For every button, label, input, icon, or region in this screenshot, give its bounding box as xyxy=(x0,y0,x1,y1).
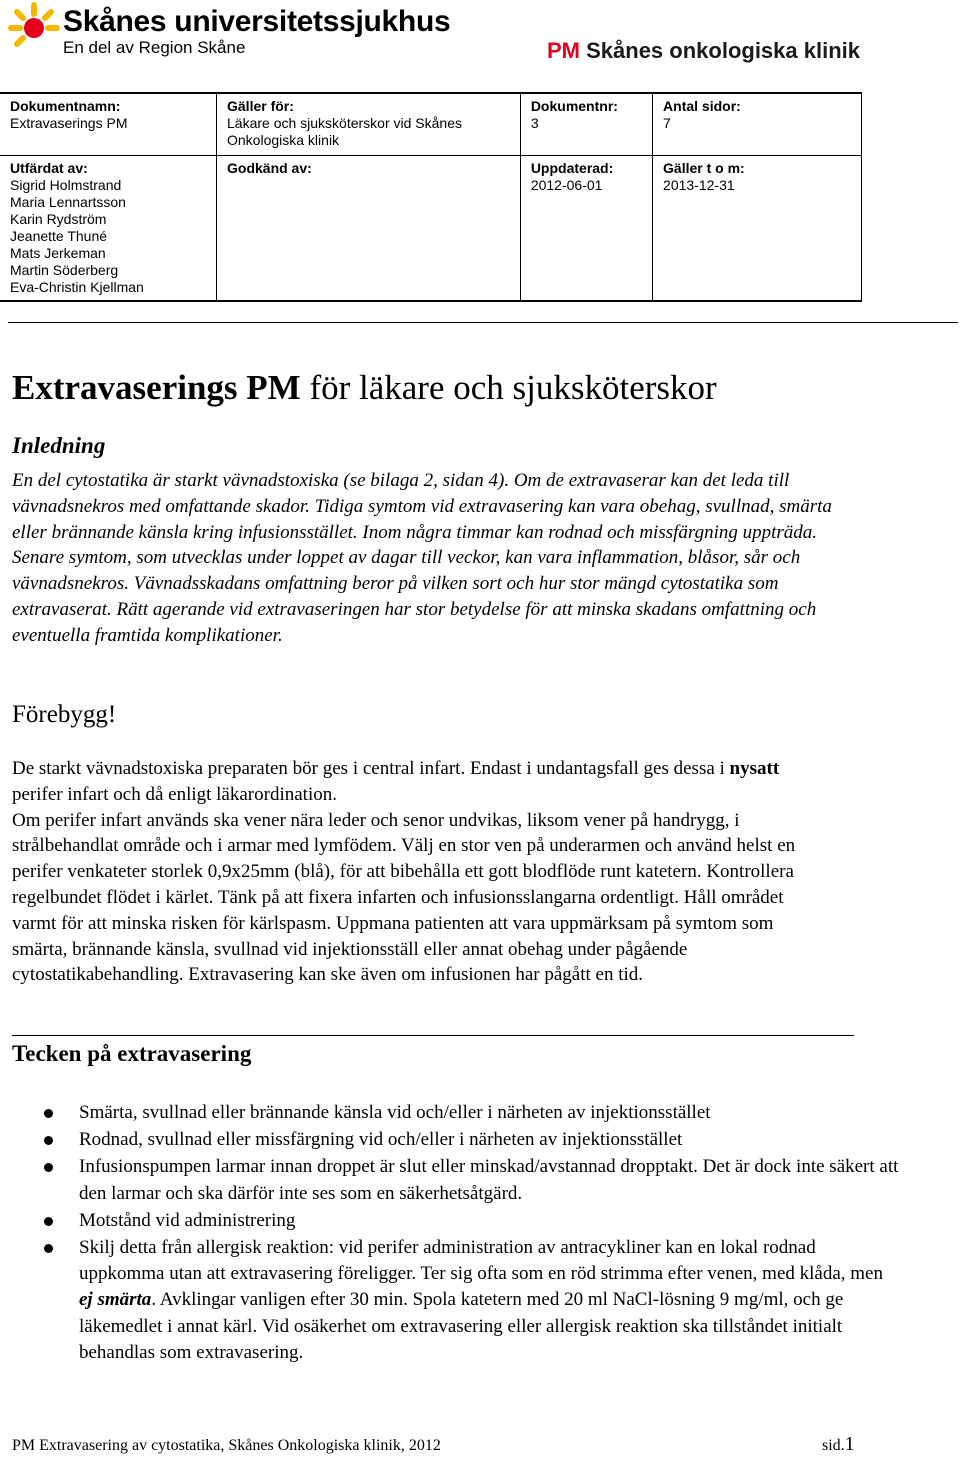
updated-label: Uppdaterad: xyxy=(530,160,614,176)
prevent-p1-bold: nysatt xyxy=(729,758,780,779)
issued-label: Utfärdat av: xyxy=(10,160,88,176)
issuer-name: Maria Lennartsson xyxy=(10,194,126,210)
bullet-icon xyxy=(44,1244,53,1253)
pages-cell xyxy=(653,93,862,156)
sun-logo-icon xyxy=(8,2,60,54)
bullet-icon xyxy=(44,1163,53,1172)
clinic-title xyxy=(547,38,860,64)
list-item-emphasis: ej smärta xyxy=(79,1289,152,1311)
page-number-value: 1 xyxy=(844,1433,855,1455)
doc-nr-value: 3 xyxy=(530,115,539,131)
org-name: Skånes universitetssjukhus xyxy=(63,5,451,38)
list-item-text-end: . Avklingar vanligen efter 30 min. Spola katetern med 20 ml NaCl-lösning 9 mg/ml, och ge läkemedlet i annat kärl. Vid osäkerhet om extravasering eller allergisk reaktion ska tillståndet initialt behandlas som extravasering. xyxy=(79,1289,844,1363)
list-item-text: Rodnad, svullnad eller missfärgning vid och/eller i närheten av injektionsstället xyxy=(79,1129,683,1151)
applies-cell xyxy=(217,93,521,156)
pages-value: 7 xyxy=(663,115,671,131)
intro-paragraph: En del cytostatika är starkt vävnadstoxiska (se bilaga 2, sidan 4). Om de extravaserar kan det leda till vävnadsnekros med omfattande skador. Tidiga symtom vid extravasering kan vara obehag, svullnad, smärta eller brännande känsla kring infusionsstället. Inom några timmar kan rodnad och missfärgning uppträda. Senare symtom, som utvecklas under loppet av dagar till veckor, kan vara inflammation, blåsor, sår och vävnadsnekros. Vävnadsskadans omfattning beror på vilken sort och hur stor mängd cytostatika som extravaserat. Rätt agerande vid extravaseringen har stor betydelse för att minska skadans omfattning och eventuella framtida komplikationer. xyxy=(12,470,832,646)
list-item-text: Skilj detta från allergisk reaktion: vid perifer administration av antracykliner kan en lokal rodnad uppkomma utan att extravasering föreligger. Ter sig ofta som en röd strimma efter venen, med klåda, men xyxy=(79,1237,883,1285)
clinic-name: Skånes onkologiska klinik xyxy=(586,38,860,63)
issued-cell xyxy=(0,156,217,302)
approved-cell xyxy=(217,156,521,302)
bullet-icon xyxy=(44,1136,53,1145)
issuer-name: Sigrid Holmstrand xyxy=(10,177,122,193)
document-meta-table xyxy=(0,92,862,302)
bullet-icon xyxy=(44,1109,53,1118)
updated-cell xyxy=(520,156,652,302)
page-number xyxy=(822,1434,855,1456)
issuer-name: Jeanette Thuné xyxy=(10,228,108,244)
pages-label: Antal sidor: xyxy=(663,98,741,114)
valid-cell xyxy=(653,156,862,302)
prevent-section xyxy=(12,756,832,988)
prevent-p1-text: De starkt vävnadstoxiska preparaten bör ges i central infart. Endast i undantagsfall ges dessa i xyxy=(12,758,730,779)
doc-name-value: Extravaserings PM xyxy=(10,115,128,131)
doc-nr-label: Dokumentnr: xyxy=(530,98,618,114)
signs-heading: Tecken på extravasering xyxy=(12,1041,252,1066)
clinic-prefix: PM xyxy=(546,38,580,63)
signs-list xyxy=(0,1100,900,1367)
issuer-name: Mats Jerkeman xyxy=(10,245,106,261)
list-item-text: Infusionspumpen larmar innan droppet är slut eller minskad/avstannad dropptakt. Det är dock inte säkert att den larmar och ska därför inte ses som en säkerhetsåtgärd. xyxy=(79,1156,899,1204)
valid-label: Gäller t o m: xyxy=(663,160,745,176)
doc-name-cell xyxy=(0,93,217,156)
list-item xyxy=(0,1235,900,1366)
prevent-paragraph-2: Om perifer infart används ska vener nära leder och senor undvikas, liksom vener på handrygg, i strålbehandlat område och i armar med lymfödem. Välj en stor ven på underarmen och använd helst en perifer venkateter storlek 0,9x25mm (blå), för att bibehålla ett gott blodflöde runt katetern. Kontrollera regelbundet flödet i kärlet. Tänk på att fixera infarten och infusionsslangarna ordentligt. Håll området varmt för att minska risken för kärlspasm. Uppmana patienten att vara uppmärksam på symtom som smärta, brännande känsla, svullnad vid injektionsställ eller annat obehag under pågående cytostatikabehandling. Extravasering kan ske även om infusionen har pågått en tid. xyxy=(12,809,796,986)
header-divider xyxy=(8,322,958,323)
intro-heading: Inledning xyxy=(12,433,106,458)
list-item xyxy=(0,1208,900,1234)
applies-label: Gäller för: xyxy=(227,98,294,114)
updated-value: 2012-06-01 xyxy=(530,177,603,193)
issuer-name: Karin Rydström xyxy=(10,211,107,227)
org-subtitle: En del av Region Skåne xyxy=(63,38,246,57)
title-rest: för läkare och sjuksköterskor xyxy=(300,368,717,407)
doc-nr-cell xyxy=(520,93,652,156)
doc-name-label: Dokumentnamn: xyxy=(10,98,121,114)
prevent-heading: Förebygg! xyxy=(12,701,117,728)
section-divider xyxy=(12,1035,854,1036)
page-label: sid. xyxy=(822,1437,845,1454)
applies-value: Läkare och sjuksköterskor vid Skånes Onkologiska klinik xyxy=(227,115,462,148)
prevent-p1-text-end: perifer infart och då enligt läkarordination. xyxy=(12,783,337,805)
list-item xyxy=(0,1100,900,1126)
list-item xyxy=(0,1127,900,1153)
page-footer: PM Extravasering av cytostatika, Skånes Onkologiska klinik, 2012 xyxy=(12,1437,441,1454)
prevent-paragraph-1 xyxy=(12,756,832,808)
bullet-icon xyxy=(44,1217,53,1226)
valid-value: 2013-12-31 xyxy=(663,177,735,193)
title-bold: Extravaserings PM xyxy=(12,368,301,407)
issuer-name: Martin Söderberg xyxy=(10,262,119,278)
issuer-name: Eva-Christin Kjellman xyxy=(10,279,144,295)
list-item-text: Motstånd vid administrering xyxy=(79,1209,296,1231)
page-title xyxy=(12,366,717,410)
approved-label: Godkänd av: xyxy=(227,160,312,176)
list-item xyxy=(0,1154,900,1206)
list-item-text: Smärta, svullnad eller brännande känsla vid och/eller i närheten av injektionsstället xyxy=(79,1102,711,1123)
hospital-logo xyxy=(8,2,478,62)
